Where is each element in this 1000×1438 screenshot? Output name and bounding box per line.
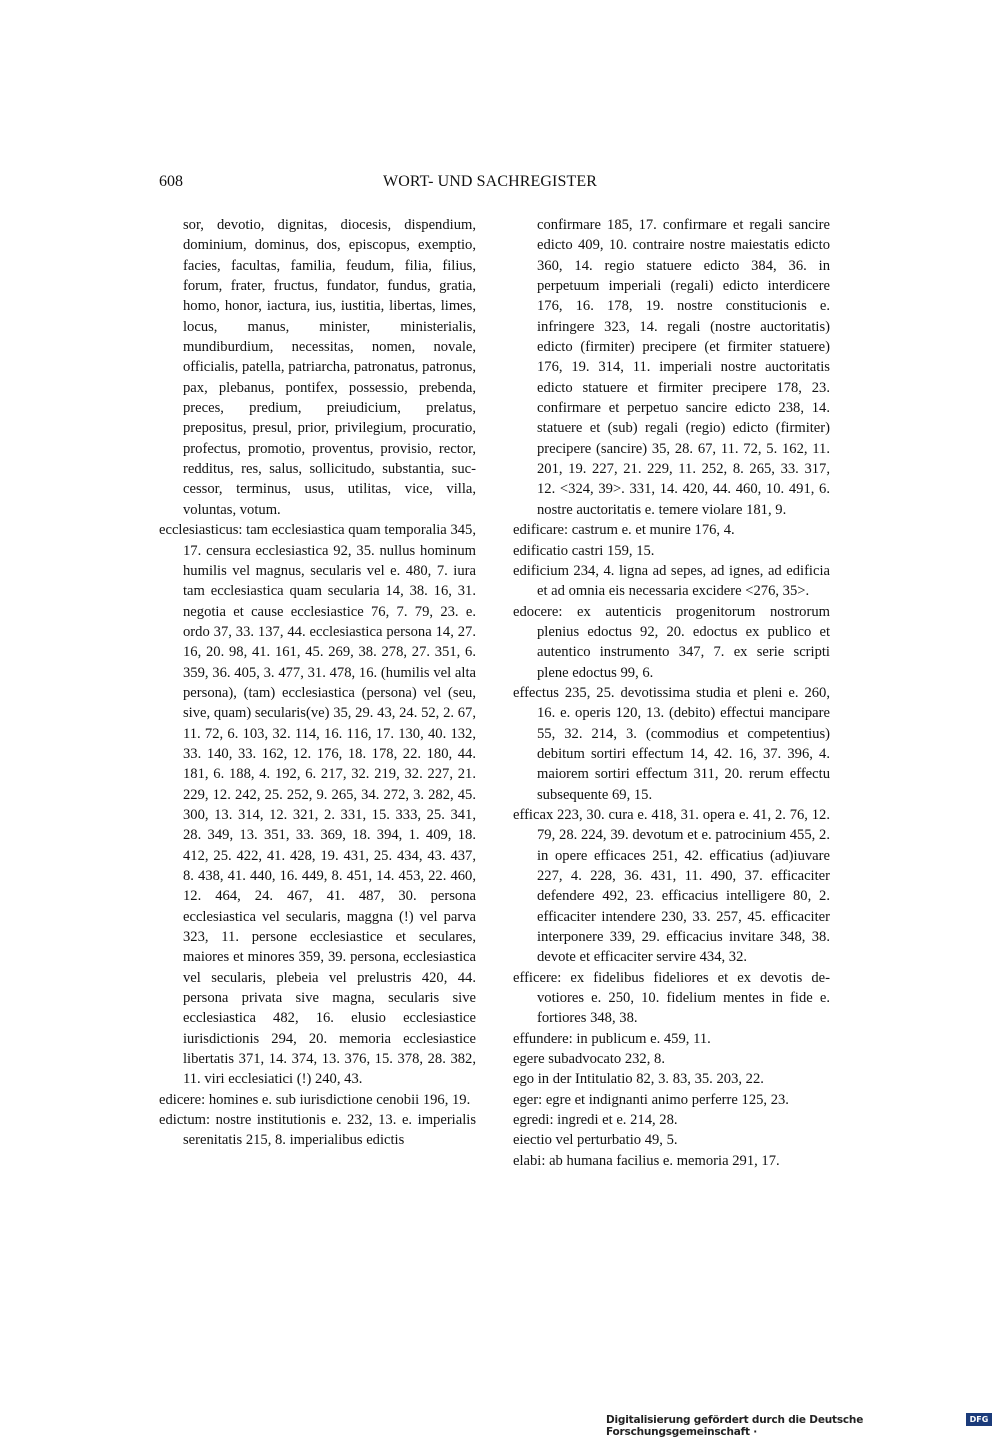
index-entry-edocere: edocere: ex autenticis progenitorum nostrorum plenius edoctus 92, 20. edoctus ex publico et autentico instrumento 347, 7. ex serie scripti plene edoctus 99, 6. <box>513 603 830 681</box>
right-column <box>513 215 830 1171</box>
index-entry-effundere: effundere: in publicum e. 459, 11. <box>513 1030 711 1047</box>
index-entry-eiectio: eiectio vel perturbatio 49, 5. <box>513 1132 678 1149</box>
index-entry-egere: egere subadvocato 232, 8. <box>513 1051 665 1068</box>
index-entry-continuation: confirmare 185, 17. confirmare et regali sancire edicto 409, 10. contraire nostre maiestatis edicto 360, 14. regio statuere edicto 384, 36. in perpetuum imperiali (regali) edicto interdicere 176, 16. 178, 19. nostre constitucionis e. infringere 323, 14. regali (nostre auctoritatis) edicto (firmiter) precipere (et firmiter statuere) 176, 19. 314, 11. imperiali nostre auctoritatis edicto statuere et firmiter precipere 178, 23. confirmare et perpetuo sancire edicto 238, 14. statuere et (sub) regali (regio) edicto (firmiter) precipere (sancire) 35, 28. 67, 11. 72, 5. 162, 11. 201, 19. 227, 21. 229, 11. 252, 8. 265, 33. 317, 12. <324, 39>. 331, 14. 420, 44. 460, 10. 491, 6. nostre auctoritatis e. temere violare 181, 9. <box>537 217 830 518</box>
index-entry-eger: eger: egre et indignanti animo perferre 125, 23. <box>513 1091 789 1108</box>
index-entry-continuation: sor, devotio, dignitas, diocesis, dispendium, dominium, dominus, dos, episcopus, exemptio, facies, facultas, familia, feudum, filia, filius, forum, frater, fructus, fundator, fundus, gratia, homo, honor, iactura, ius, iustitia, libertas, limes, locus, manus, minister, ministerialis, mundiburdium, necessitas, nomen, novale, officialis, patella, patriarcha, patronatus, patronus, pax, plebanus, pontifex, possessio, prebenda, preces, predium, preiudicium, prelatus, prepositus, presul, prior, privilegium, procuratio, profectus, promotio, proventus, provisio, rector, redditus, res, salus, sollicitudo, substantia, successor, terminus, usus, utilitas, vice, villa, voluntas, votum. <box>183 217 476 518</box>
digitization-credit: Digitalisierung gefördert durch die Deutsche Forschungsgemeinschaft · <box>606 1414 864 1438</box>
index-entry-edificare: edificare: castrum e. et munire 176, 4. <box>513 522 735 539</box>
index-entry-edificium: edificium 234, 4. ligna ad sepes, ad ignes, ad edificia et ad omnia eis necessaria excidere <276, 35>. <box>513 562 830 600</box>
index-entry-ecclesiasticus: ecclesiasticus: tam ecclesiastica quam temporalia 345, 17. censura ecclesiastica 92, 35. nullus hominum humilis vel magnus, secularis vel e. 480, 7. iura tam ecclesiastica quam secularia 14, 38. 16, 31. negotia et cause ecclesiastice 76, 7. 79, 23. e. ordo 37, 33. 137, 44. ecclesiastica persona 14, 27. 16, 20. 98, 41. 161, 45. 269, 38. 278, 27. 351, 6. 359, 36. 405, 3. 477, 31. 478, 16. (humilis vel alta persona), (tam) ecclesiastica (persona) vel (seu, sive, quam) secularis(ve) 35, 29. 43, 24. 52, 2. 67, 11. 72, 6. 103, 32. 114, 16. 116, 17. 130, 40. 132, 33. 140, 33. 162, 12. 176, 18. 178, 22. 180, 44. 181, 6. 188, 4. 192, 6. 217, 32. 219, 32. 227, 21. 229, 12. 242, 25. 252, 9. 265, 34. 272, 3. 282, 45. 300, 13. 314, 12. 321, 2. 331, 15. 333, 25. 341, 28. 349, 13. 351, 33. 369, 18. 394, 1. 409, 18. 412, 25. 422, 41. 428, 19. 431, 25. 434, 43. 437, 8. 438, 41. 440, 16. 449, 8. 451, 14. 453, 22. 460, 12. 464, 24. 467, 41. 487, 30. persona ecclesiastica vel secularis, maggna (!) vel parva 323, 11. persone ecclesiastice et seculares, maiores et minores 359, 39. persona, ecclesiastica vel secularis, plebeia vel prelustris 420, 44. persona privata sive magna, secularis sive ecclesiastica 482, 16. elusio ecclesiastice iurisdictionis 294, 20. memoria ecclesiastice libertatis 371, 14. 374, 13. 376, 15. 378, 28. 382, 11. viri ecclesiatici (!) 240, 43. <box>159 522 476 1088</box>
page-number: 608 <box>159 173 183 190</box>
index-entry-edicere: edicere: homines e. sub iurisdictione cenobii 196, 19. <box>159 1091 471 1108</box>
left-column <box>159 215 476 1151</box>
index-entry-effectus: effectus 235, 25. devotissima studia et pleni e. 260, 16. e. operis 120, 13. (debito) effectui mancipare 55, 32. 214, 3. (commodius et competentius) debitum sortiri effectum 14, 42. 16, 37. 396, 4. maiorem sortiri effectum 311, 20. rerum effectu subsequente 69, 15. <box>513 684 830 803</box>
index-entry-ego: ego in der Intitulatio 82, 3. 83, 35. 203, 22. <box>513 1071 764 1088</box>
dfg-logo-icon: DFG <box>966 1413 992 1426</box>
index-entry-edificatio: edificatio castri 159, 15. <box>513 542 655 559</box>
index-entry-egredi: egredi: ingredi et e. 214, 28. <box>513 1112 678 1129</box>
running-title: WORT- UND SACHREGISTER <box>383 173 597 190</box>
index-entry-elabi: elabi: ab humana facilius e. memoria 291, 17. <box>513 1152 780 1169</box>
index-entry-efficere: efficere: ex fidelibus fideliores et ex devotis devotiores e. 250, 10. fidelium mentes in fide e. fortiores 348, 38. <box>513 969 830 1027</box>
index-entry-edictum: edictum: nostre institutionis e. 232, 13. e. imperialis serenitatis 215, 8. imperialibus edictis <box>159 1112 476 1149</box>
index-entry-efficax: efficax 223, 30. cura e. 418, 31. opera e. 41, 2. 76, 12. 79, 28. 224, 39. devotum et e. patrocinium 455, 2. in opere efficaces 251, 42. efficatius (ad)iuvare 227, 4. 228, 36. 431, 11. 490, 37. efficaciter defendere 492, 23. efficacius intelligere 80, 2. efficaciter intendere 230, 33. 257, 45. efficaciter interponere 339, 29. efficacius invitare 348, 38. devote et efficaciter servire 434, 32. <box>513 806 830 966</box>
